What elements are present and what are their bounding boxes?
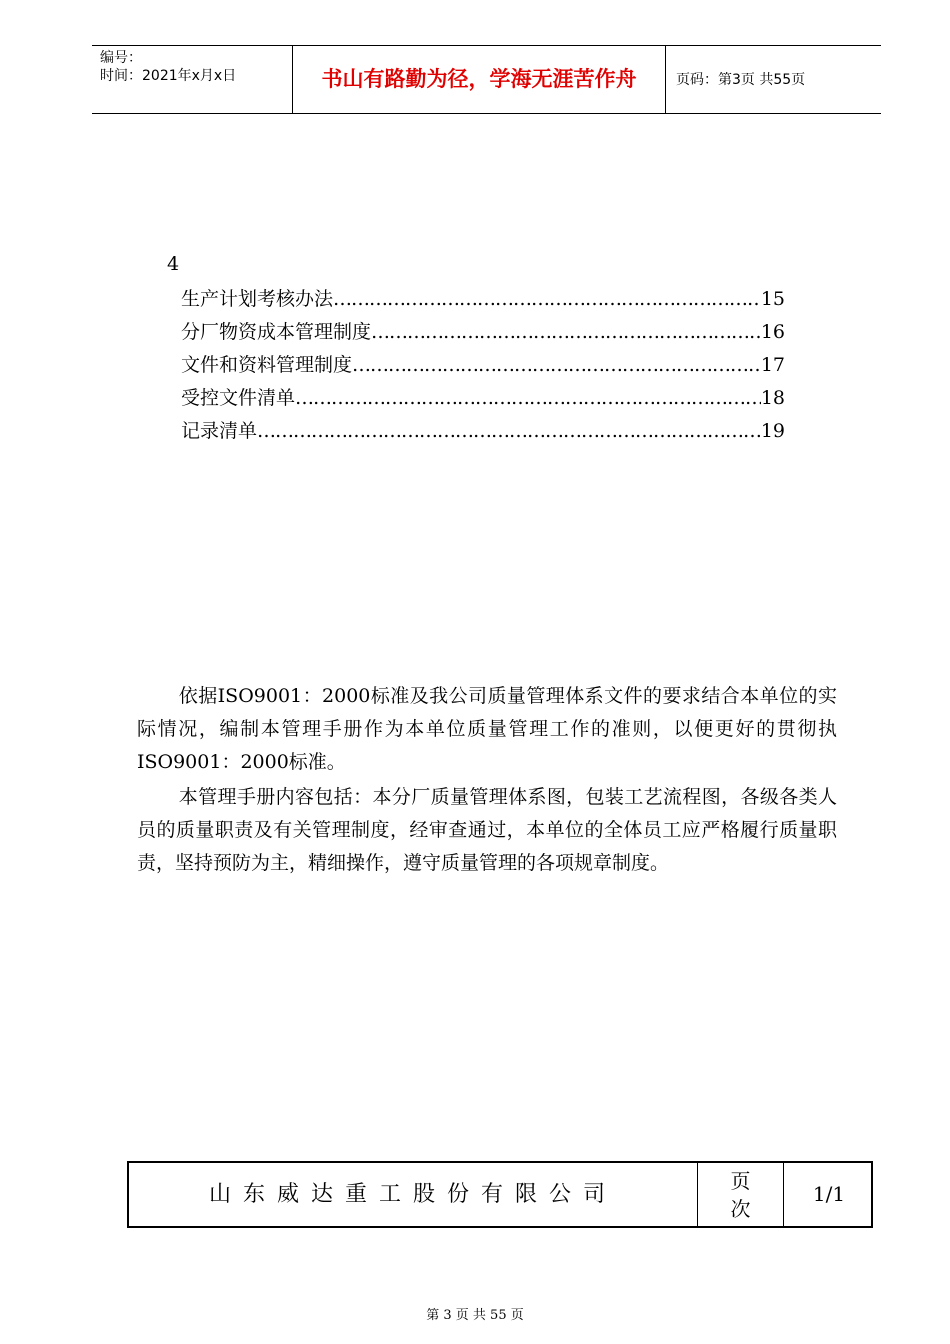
toc-section-number: 4 (167, 253, 180, 275)
table-of-contents (181, 283, 785, 448)
toc-leader-dots (352, 349, 761, 382)
toc-entry-page: 19 (760, 420, 785, 442)
toc-entry[interactable] (181, 415, 785, 448)
toc-entry-page: 16 (760, 321, 785, 343)
toc-entry[interactable] (181, 316, 785, 349)
header-meta (92, 46, 293, 113)
doc-number-label: 编号： (100, 50, 142, 66)
page-footer: 第 3 页 共 55 页 (426, 1308, 524, 1323)
toc-entry-page: 15 (760, 288, 785, 310)
toc-entry-title: 生产计划考核办法 (181, 288, 334, 310)
toc-leader-dots (295, 382, 761, 415)
toc-leader-dots (333, 283, 761, 316)
date-label: 时间：2021年x月x日 (100, 68, 237, 84)
toc-leader-dots (257, 415, 761, 448)
header-motto: 书山有路勤为径，学海无涯苦作舟 (293, 46, 666, 113)
toc-entry-page: 18 (760, 387, 785, 409)
toc-entry-page: 17 (760, 354, 785, 376)
toc-entry-title: 记录清单 (181, 420, 258, 442)
page-value: 1/1 (812, 1182, 846, 1206)
company-footer-table (127, 1161, 873, 1228)
paragraph-contents: 本管理手册内容包括：本分厂质量管理体系图，包装工艺流程图，各级各类人员的质量职责及有关管理制度，经审查通过，本单位的全体员工应严格履行质量职责，坚持预防为主，精细操作，遵守质量管理的各项规章制度。 (137, 786, 837, 874)
toc-leader-dots (371, 316, 761, 349)
page-label-line2: 次 (730, 1197, 751, 1221)
toc-entry-title: 文件和资料管理制度 (181, 354, 353, 376)
header-page-info: 页码：第3页 共55页 (676, 72, 806, 88)
paragraph-basis: 依据ISO9001：2000标准及我公司质量管理体系文件的要求结合本单位的实际情况，编制本管理手册作为本单位质量管理工作的准则，以便更好的贯彻执ISO9001：2000标准。 (137, 685, 837, 773)
toc-entry[interactable] (181, 283, 785, 316)
page-label-line1: 页 (730, 1169, 751, 1193)
toc-entry[interactable] (181, 382, 785, 415)
body-text (137, 680, 837, 880)
page-header (92, 45, 881, 114)
toc-entry-title: 受控文件清单 (181, 387, 296, 409)
page-label-cell (698, 1163, 784, 1226)
toc-entry-title: 分厂物资成本管理制度 (181, 321, 372, 343)
toc-entry[interactable] (181, 349, 785, 382)
company-name: 山东威达重工股份有限公司 (129, 1163, 698, 1226)
